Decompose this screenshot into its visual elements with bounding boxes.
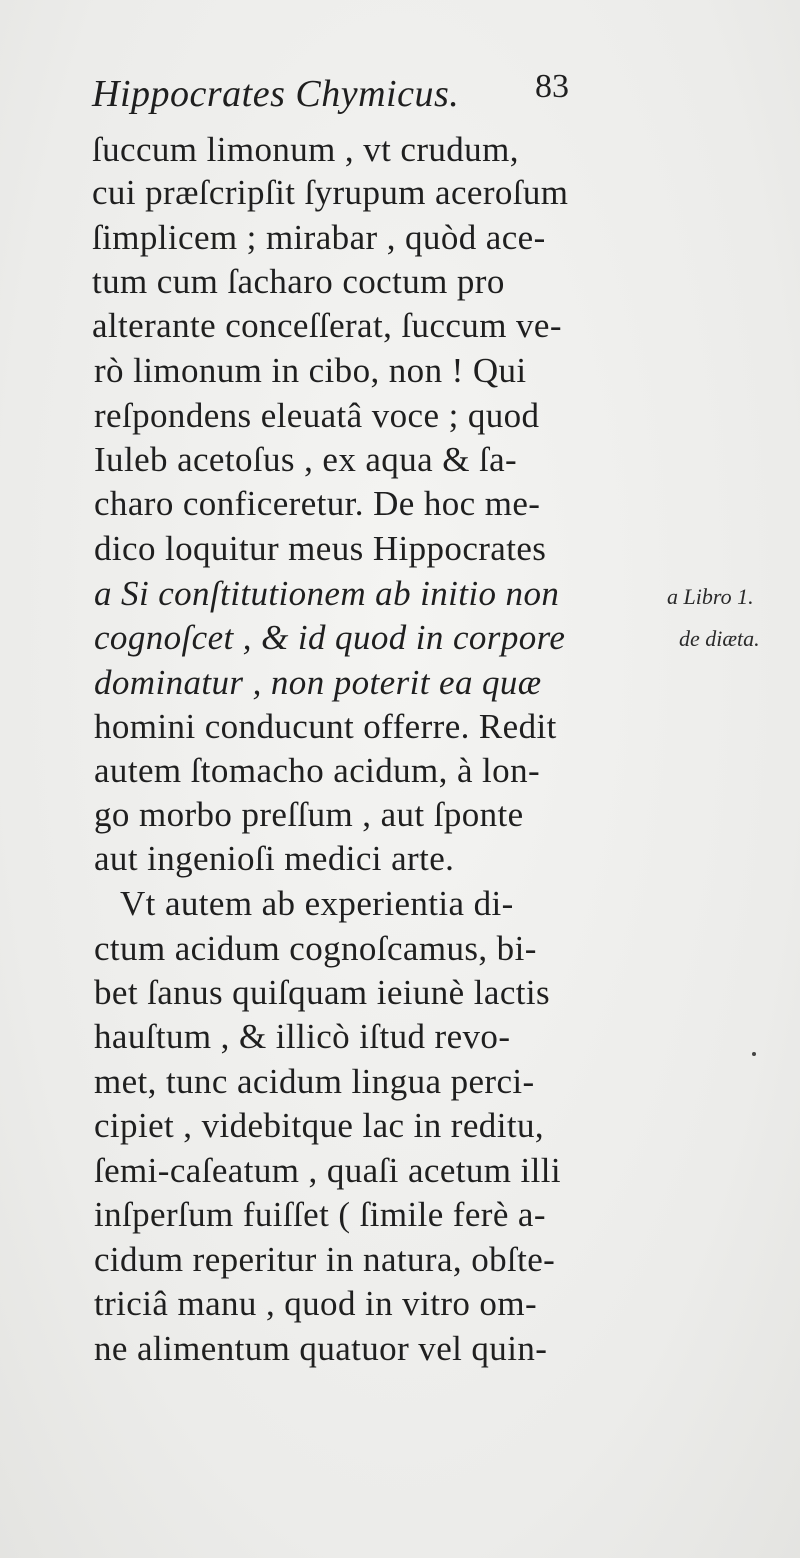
text-line: met, tunc acidum lingua perci-: [94, 1062, 535, 1101]
running-head: Hippocrates Chymicus.: [92, 73, 460, 115]
text-line: a Si conſtitutionem ab initio non: [94, 574, 560, 613]
text-line: charo conficeretur. De hoc me-: [94, 484, 541, 523]
text-line: bet ſanus quiſquam ieiunè lactis: [94, 973, 551, 1012]
text-line: tum cum ſacharo coctum pro: [92, 262, 505, 301]
text-line: dominatur , non poterit ea quæ: [94, 663, 542, 702]
margin-note: a Libro 1.: [667, 584, 754, 609]
text-line: inſperſum fuiſſet ( ſimile ferè a-: [94, 1195, 546, 1234]
text-line: Vt autem ab experientia di-: [120, 884, 514, 923]
text-line: Iuleb acetoſus , ex aqua & ſa-: [94, 440, 518, 479]
text-line: go morbo preſſum , aut ſponte: [94, 795, 524, 834]
text-line: dico loquitur meus Hippocrates: [94, 529, 547, 568]
margin-note: de diæta.: [679, 626, 760, 651]
text-line: ſimplicem ; mirabar , quòd ace-: [92, 218, 546, 257]
text-line: aut ingenioſi medici arte.: [94, 839, 455, 878]
ink-speck: [752, 1052, 756, 1056]
text-line: ſemi-caſeatum , quaſi acetum illi: [94, 1151, 562, 1190]
text-line: triciâ manu , quod in vitro om-: [94, 1284, 538, 1323]
text-line: cui præſcripſit ſyrupum aceroſum: [92, 173, 569, 212]
text-line: alterante conceſſerat, ſuccum ve-: [92, 306, 562, 345]
text-line: hauſtum , & illicò iſtud revo-: [94, 1017, 511, 1056]
text-line: cipiet , videbitque lac in reditu,: [94, 1106, 544, 1145]
text-line: ne alimentum quatuor vel quin-: [94, 1329, 548, 1368]
text-line: cognoſcet , & id quod in corpore: [94, 618, 566, 657]
text-line: autem ſtomacho acidum, à lon-: [94, 751, 541, 790]
text-line: cidum reperitur in natura, obſte-: [94, 1240, 556, 1279]
text-line: homini conducunt offerre. Redit: [94, 707, 557, 746]
text-line: reſpondens eleuatâ voce ; quod: [94, 396, 540, 435]
text-line: rò limonum in cibo, non ! Qui: [94, 351, 527, 390]
text-line: ſuccum limonum , vt crudum,: [92, 130, 519, 169]
text-line: ctum acidum cognoſcamus, bi-: [94, 929, 537, 968]
page-number: 83: [535, 68, 569, 105]
